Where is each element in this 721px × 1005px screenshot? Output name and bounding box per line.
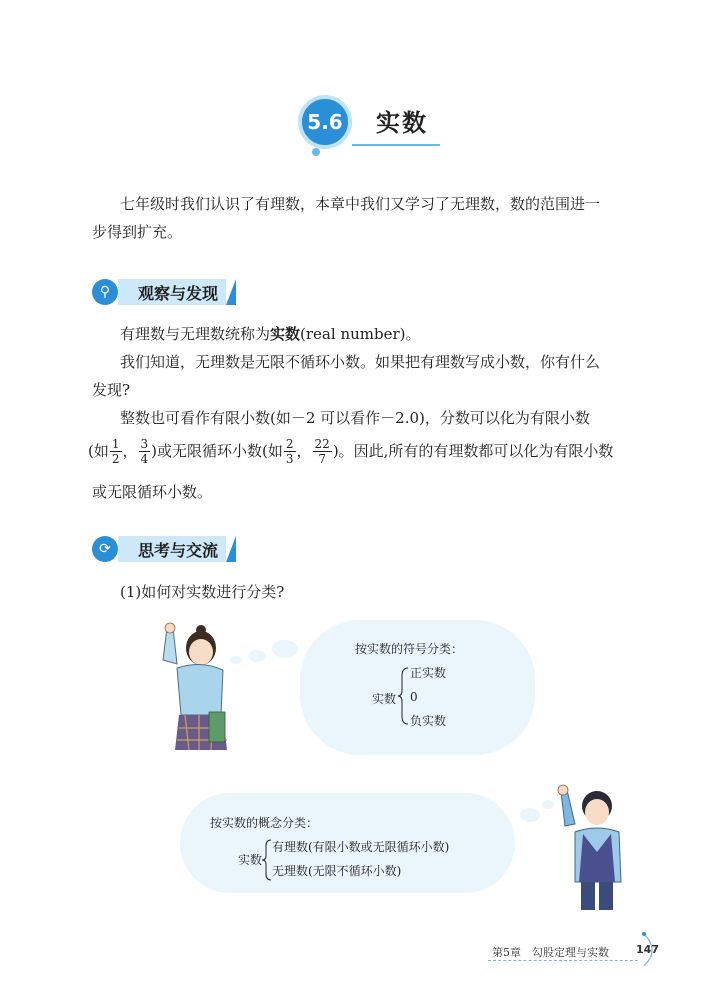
bubble2-heading: 按实数的概念分类： <box>210 816 319 830</box>
header-triangle <box>226 279 236 305</box>
observe-label: 观察与发现 <box>138 283 219 303</box>
observe-line-2: 我们知道，无理数是无限不循环小数。如果把有理数写成小数，你有什么 <box>120 353 601 371</box>
thought-dot <box>248 650 266 662</box>
page-number-arc <box>640 930 664 970</box>
bubble2-root: 实数 <box>238 853 263 867</box>
brace-icon <box>398 666 410 726</box>
intro-line-2: 步得到扩充。 <box>92 223 183 241</box>
header-bar-left <box>118 536 130 562</box>
observe-line-3: 发现? <box>92 381 131 399</box>
frac-num: 2 <box>285 436 294 451</box>
line5-a: (如 <box>88 442 109 460</box>
term-real-number: 实数 <box>270 325 301 343</box>
fraction-2-3 <box>284 437 296 466</box>
badge-dot-decoration <box>312 148 320 156</box>
thought-dot <box>520 808 540 822</box>
bubble2-item-irrational: 无理数(无限不循环小数) <box>272 864 402 878</box>
frac-num: 22 <box>314 436 330 451</box>
line5-b: )或无限循环小数(如 <box>151 442 283 460</box>
observe-line-1 <box>120 320 421 348</box>
header-triangle <box>226 536 236 562</box>
frac-den: 3 <box>285 451 294 466</box>
frac-den: 4 <box>140 451 149 466</box>
frac-den: 2 <box>111 451 120 466</box>
thought-dot <box>230 656 242 664</box>
header-bar-left <box>118 279 130 305</box>
section-number: 5.6 <box>307 110 343 134</box>
brace-icon <box>262 838 272 882</box>
bubble1-item-positive: 正实数 <box>410 666 447 680</box>
bubble1-heading: 按实数的符号分类： <box>355 642 464 656</box>
think-section-header <box>92 536 236 562</box>
bubble1-root: 实数 <box>372 692 397 706</box>
fraction-22-7 <box>313 437 332 466</box>
observe-bar <box>130 279 226 305</box>
fraction-3-4 <box>139 437 151 466</box>
title-underline <box>352 144 440 146</box>
observe-line-6: 或无限循环小数。 <box>92 483 213 501</box>
frac-num: 1 <box>111 436 120 451</box>
thought-dot <box>272 640 298 658</box>
page-number: 147 <box>636 943 659 956</box>
frac-num: 3 <box>140 436 149 451</box>
think-label: 思考与交流 <box>138 540 219 560</box>
section-title: 实数 <box>376 108 428 137</box>
footer-chapter: 第5章 勾股定理与实数 <box>492 946 609 959</box>
frac-den: 7 <box>318 451 326 466</box>
observe-line-5 <box>88 434 613 468</box>
section-number-badge <box>298 95 352 149</box>
observe-line-4: 整数也可看作有限小数(如－2 可以看作－2.0)，分数可以化为有限小数 <box>120 409 590 427</box>
girl-illustration <box>155 620 235 755</box>
comma: ， <box>122 442 138 460</box>
observe-section-header <box>92 279 236 305</box>
thought-dot <box>542 800 554 809</box>
exchange-icon: ⟳ <box>92 536 118 562</box>
bubble1-item-negative: 负实数 <box>410 714 447 728</box>
think-bar <box>130 536 226 562</box>
boy-illustration <box>555 782 635 912</box>
think-question-1: (1)如何对实数进行分类? <box>120 583 285 601</box>
comma: ， <box>296 442 312 460</box>
line5-c: )。因此,所有的有理数都可以化为有限小数 <box>332 442 614 460</box>
fraction-1-2 <box>110 437 122 466</box>
bubble2-item-rational: 有理数(有限小数或无限循环小数) <box>272 840 450 854</box>
intro-line-1: 七年级时我们认识了有理数，本章中我们又学习了无理数，数的范围进一 <box>120 195 601 213</box>
observe-line-1-b: (real number)。 <box>300 325 421 343</box>
footer-divider <box>488 960 638 961</box>
magnifier-icon: ⚲ <box>92 279 118 305</box>
bubble1-item-zero: 0 <box>410 690 418 704</box>
observe-line-1-a: 有理数与无理数统称为 <box>120 325 271 343</box>
